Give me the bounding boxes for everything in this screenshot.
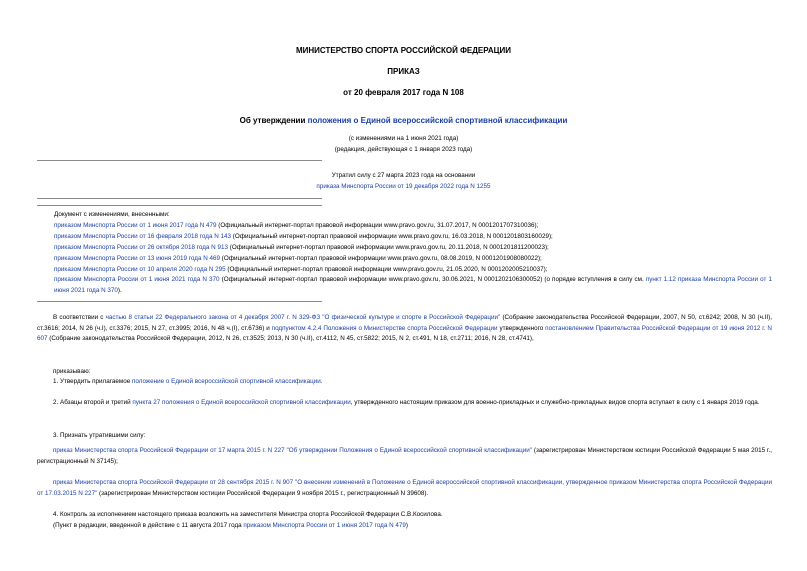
item-4: 4. Контроль за исполнением настоящего приказа возложить на заместителя Министра спорта Российской Федерации С.В.Косилова. (53, 511, 443, 518)
amendment-link[interactable]: приказом Минспорта России от 13 июня 2019 года N 469 (54, 255, 221, 262)
lost-force-link[interactable]: приказа Минспорта России от 19 декабря 2022 года N 1255 (316, 183, 491, 190)
preamble-text: (Собрание законодательства Российской Федерации, 2007, N 50, ст.6242; 2008, N 30 (ч.II), ст.3616; 2014, N 26 (ч.I), ст.3376; 2015, N 27, ст.3995; 2016, N 48 ч.(I), ст.6736) и (37, 314, 773, 332)
amendment-text: (Официальный интернет-портал правовой информации www.pravo.gov.ru, 31.07.2017, N 0001201707310036); (216, 222, 539, 229)
document-title (0, 116, 807, 125)
amendment-text: (Официальный интернет-портал правовой информации www.pravo.gov.ru, 16.03.2018, N 0001201803160029); (231, 233, 553, 240)
amendment-link[interactable]: приказом Минспорта России от 16 февраля 2018 года N 143 (54, 233, 232, 240)
amendment-text: ). (117, 286, 122, 294)
amendment-link[interactable]: приказом Минспорта России от 1 июня 2017 года N 479 (243, 522, 406, 529)
lost-force-line: Утратил силу с 27 марта 2023 года на основании (331, 172, 476, 179)
regulation-link[interactable]: положение о Единой всероссийской спортивной классификации (131, 378, 321, 385)
ministry-heading: МИНИСТЕРСТВО СПОРТА РОССИЙСКОЙ ФЕДЕРАЦИИ (295, 46, 512, 55)
amendment-link[interactable]: приказом Минспорта России от 26 октября 2018 года N 913 (54, 244, 228, 251)
item-text: 2. Абзацы второй и третий (53, 399, 133, 406)
preamble-text: В соответствии с (53, 314, 106, 321)
amendment-text: (Официальный интернет-портал правовой информации www.pravo.gov.ru, 30.06.2021, N 0001202106300052) (о порядке вступления в силу см. (219, 276, 646, 283)
divider (37, 160, 322, 161)
repealed-order (37, 478, 772, 499)
doc-type-heading: ПРИКАЗ (387, 67, 420, 76)
title-link[interactable]: положения о Единой всероссийской спортивной классификации (307, 116, 568, 125)
divider (37, 301, 322, 302)
amendment-link[interactable]: пункт 1.12 приказа Минспорта России от 1 июня 2021 года N 370 (54, 276, 772, 294)
item-1 (53, 377, 323, 387)
amendment-item (54, 254, 542, 264)
doc-date-heading: от 20 февраля 2017 года N 108 (343, 88, 464, 97)
title-prefix: Об утверждении (239, 116, 308, 125)
amendment-link[interactable]: приказом Минспорта России от 10 апреля 2020 года N 295 (54, 266, 226, 273)
edition-changes: (с изменениями на 1 июня 2021 года) (348, 135, 459, 142)
divider (37, 205, 322, 206)
note-text: ) (405, 522, 409, 529)
amendment-link[interactable]: приказом Минспорта России от 1 июня 2017 года N 479 (54, 222, 217, 229)
amendments-heading: Документ с изменениями, внесенными: (54, 211, 170, 218)
repealed-order (37, 446, 772, 467)
preamble-paragraph (37, 313, 772, 345)
resolution-link[interactable]: постановлением Правительства Российской Федерации от 19 июня 2012 г. N 607 (37, 324, 772, 342)
repealed-order-link[interactable]: приказ Министерства спорта Российской Федерации от 28 сентября 2015 г. N 907 "О внесении изменений в Положение о Единой всероссийской спортивной классификации, утвержденное приказом Министерства спорта Российской Федерации от 17.03.2015 N 227" (37, 479, 772, 497)
amendment-item (54, 265, 547, 275)
amendment-link[interactable]: приказом Минспорта России от 1 июня 2021 года N 370 (54, 276, 220, 283)
item-text: . (320, 378, 323, 385)
amendment-item (54, 275, 772, 296)
preamble-text: (Собрание законодательства Российской Федерации, 2012, N 26, ст.3525; 2013, N 30 (ч.II), ст.4112, N 45, ст.5822; 2015, N 2, ст.491, N 18, ст.2711; 2016, N 28, ст.4741), (47, 335, 534, 342)
note-text: (Пункт в редакции, введенной в действие с 11 августа 2017 года (53, 522, 244, 529)
amendment-item (54, 232, 553, 242)
item-4-note (53, 521, 408, 531)
amendment-item (54, 221, 538, 231)
amendment-text: (Официальный интернет-портал правовой информации www.pravo.gov.ru, 08.08.2019, N 0001201908080022); (220, 255, 542, 262)
law-link[interactable]: частью 8 статьи 22 Федерального закона от 4 декабря 2007 г. N 329-ФЗ "О физической культуре и спорте в Российской Федерации" (105, 314, 501, 321)
edition-version: (редакция, действующая с 1 января 2023 года) (334, 146, 473, 153)
divider (37, 198, 322, 199)
repealed-order-text: (зарегистрирован Министерством юстиции Российской Федерации 9 ноября 2015 г., регистрационный N 39608). (97, 489, 429, 497)
preamble-text: утвержденного (497, 324, 546, 332)
repealed-order-text: (зарегистрирован Министерством юстиции Российской Федерации 5 мая 2015 г., регистрационный N 37145); (37, 447, 772, 465)
order-word: приказываю: (53, 368, 91, 375)
item-3-heading: 3. Признать утратившими силу: (53, 432, 146, 439)
amendment-text: (Официальный интернет-портал правовой информации www.pravo.gov.ru, 20.11.2018, N 0001201811200023); (227, 244, 549, 251)
regulation-link[interactable]: пункта 27 положения о Единой всероссийской спортивной классификации (132, 399, 351, 406)
amendment-item (54, 243, 549, 253)
item-2 (37, 398, 772, 409)
repealed-order-link[interactable]: приказ Министерства спорта Российской Федерации от 17 марта 2015 г. N 227 "Об утверждении Положения о Единой всероссийской спортивной классификации" (53, 447, 533, 454)
item-text: 1. Утвердить прилагаемое (53, 378, 132, 385)
item-text: , утвержденного настоящим приказом для военно-прикладных и служебно-прикладных видов спорта вступает в силу с 1 января 2019 года. (350, 399, 760, 406)
regulation-link[interactable]: подпунктом 4.2.4 Положения о Министерстве спорта Российской Федерации (271, 324, 498, 332)
amendment-text: (Официальный интернет-портал правовой информации www.pravo.gov.ru, 21.05.2020, N 0001202005210037); (225, 266, 548, 273)
